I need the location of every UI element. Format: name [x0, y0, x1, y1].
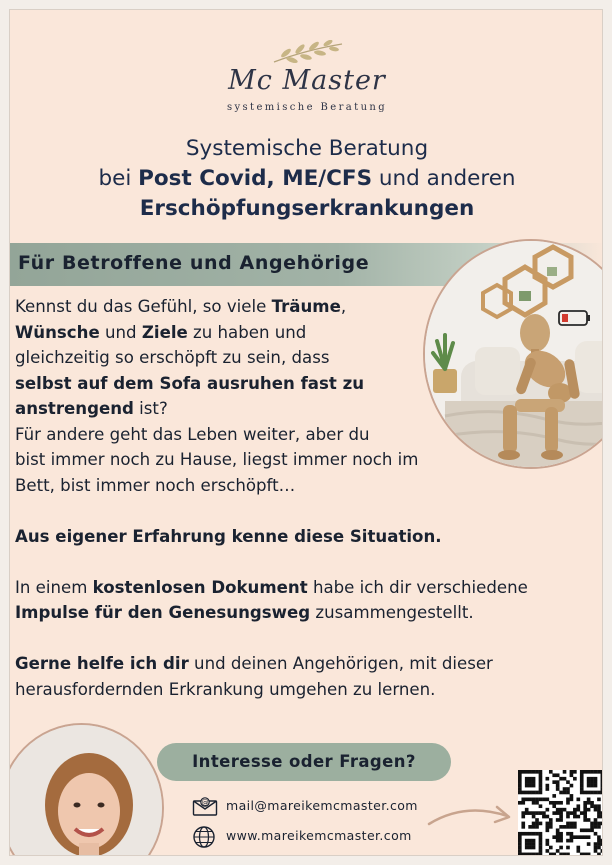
title-line-2-prefix: bei: [98, 166, 139, 191]
body-line: bist immer noch zu Hause, liegst immer noch im: [15, 450, 419, 469]
text-span: und deinen Angehörigen, mit dieser: [188, 654, 493, 673]
text-bold: anstrengend: [15, 399, 134, 418]
text-bold: selbst auf dem Sofa ausruhen fast zu: [15, 373, 365, 393]
globe-icon: [192, 825, 216, 849]
text-bold: Gerne helfe ich dir: [15, 654, 189, 673]
website-link[interactable]: www.mareikemcmaster.com: [226, 828, 412, 843]
body-line: Bett, bist immer noch erschöpft…: [15, 475, 296, 495]
title-line-3: [10, 194, 603, 224]
text-bold: Wünsche: [15, 322, 100, 342]
body-line: [15, 524, 465, 550]
text-span: In einem: [15, 577, 93, 597]
page-title: [10, 134, 603, 224]
logo: [10, 40, 603, 120]
body-line: gleichzeitig so erschöpft zu sein, dass: [15, 348, 330, 367]
text-span: zusammengestellt.: [310, 603, 474, 622]
flyer-page: [9, 9, 603, 856]
title-line-2-bold: Post Covid, ME/CFS: [138, 166, 373, 191]
body-line: [15, 396, 465, 422]
title-line-1: Systemische Beratung: [185, 136, 429, 161]
body-line: [15, 320, 465, 346]
body-line: [15, 294, 465, 320]
text-bold: Impulse für den Genesungsweg: [15, 603, 311, 622]
audience-banner-text: Für Betroffene und Angehörige: [18, 252, 370, 274]
email-link[interactable]: mail@mareikemcmaster.com: [226, 798, 418, 813]
logo-tagline: systemische Beratung: [226, 102, 388, 113]
title-line-3-bold: Erschöpfungserkrankungen: [139, 196, 475, 221]
email-icon: [192, 795, 218, 817]
contact-cta-text: Interesse oder Fragen?: [192, 752, 416, 771]
body-line: herausfordernden Erkrankung umgehen zu lernen.: [15, 679, 436, 699]
text-bold: Träume: [271, 297, 341, 316]
svg-text:@: @: [201, 798, 209, 807]
portrait-illustration: [9, 725, 164, 856]
text-bold: Ziele: [141, 322, 188, 342]
text-span: ,: [340, 297, 347, 316]
body-line: [15, 600, 474, 626]
body-line: [15, 575, 528, 601]
title-line-2: [10, 164, 603, 194]
logo-name: Mc Master: [228, 65, 386, 96]
body-line: [15, 651, 493, 677]
text-span: ist?: [133, 399, 168, 418]
contact-cta-badge: [157, 743, 451, 781]
text-bold: kostenlosen Dokument: [92, 577, 308, 597]
title-line-2-suffix: und anderen: [372, 166, 516, 191]
body-line: Für andere geht das Leben weiter, aber du: [15, 424, 370, 444]
qr-code[interactable]: [518, 770, 603, 856]
body-line: [15, 371, 465, 397]
text-span: zu haben und: [187, 322, 307, 342]
paragraph-gap: [15, 549, 465, 575]
olive-branch-icon: [268, 40, 348, 68]
text-span: habe ich dir verschiedene: [307, 577, 528, 597]
arrow-right-icon: [425, 794, 517, 834]
body-text: [15, 294, 528, 702]
paragraph-gap: [15, 498, 465, 524]
text-span: Kennst du das Gefühl, so viele: [15, 297, 272, 316]
text-bold: Aus eigener Erfahrung kenne diese Situation.: [15, 526, 442, 546]
text-span: und: [99, 322, 142, 342]
paragraph-gap: [15, 626, 465, 652]
portrait-photo: [9, 723, 164, 856]
qr-code-graphic: [518, 770, 603, 856]
